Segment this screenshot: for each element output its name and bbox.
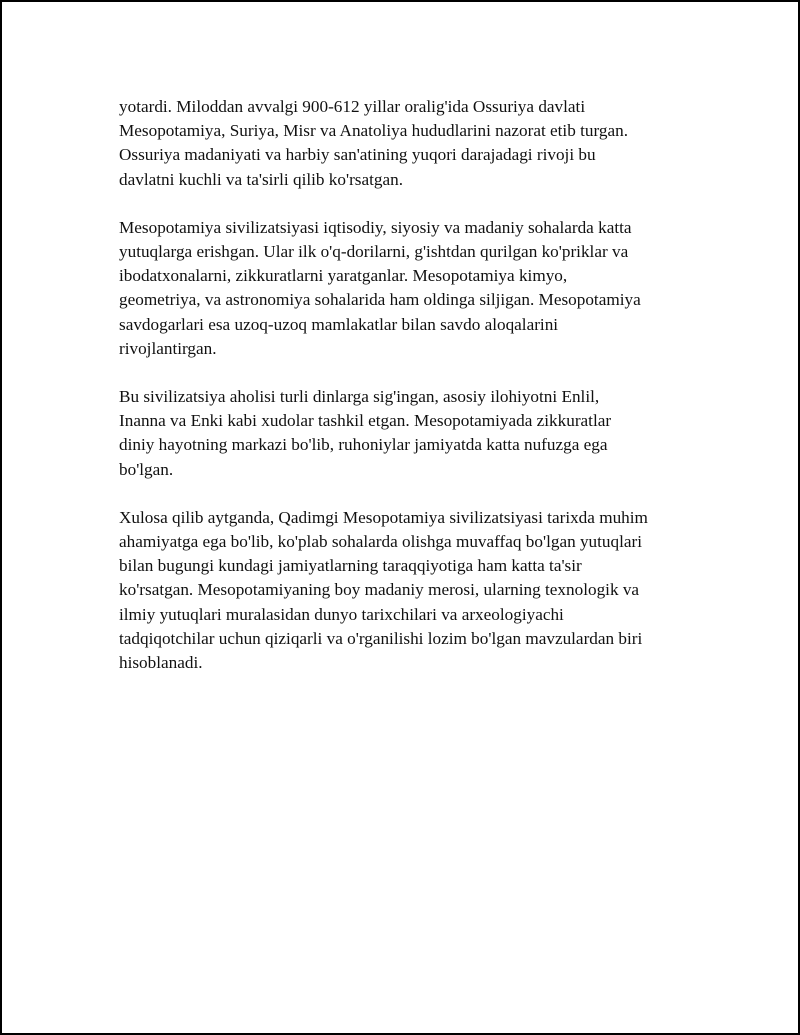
paragraph-assyria: yotardi. Miloddan avvalgi 900-612 yillar oralig'ida Ossuriya davlati Mesopotamiya, Suriya, Misr va Anatoliya hududlarini nazorat etib turgan. Ossuriya madaniyati va harbiy san'atining yuqori darajadagi rivoji bu davlatni kuchli va ta'sirli qilib ko'rsatgan. bbox=[119, 97, 628, 189]
paragraph-religion: Bu sivilizatsiya aholisi turli dinlarga sig'ingan, asosiy ilohiyotni Enlil, Inanna va Enki kabi xudolar tashkil etgan. Mesopotamiyada zikkuratlar diniy hayotning markazi bo'lib, ruhoniylar jamiyatda katta nufuzga ega bo'lgan. bbox=[119, 387, 612, 479]
document-body bbox=[119, 95, 699, 699]
paragraph-conclusion: Xulosa qilib aytganda, Qadimgi Mesopotamiya sivilizatsiyasi tarixda muhim ahamiyatga ega bo'lib, ko'plab sohalarda olishga muvaffaq bo'lgan yutuqlari bilan bugungi kundagi jamiyatlarning taraqqiyotiga ham katta ta'sir ko'rsatgan. Mesopotamiyaning boy madaniy merosi, ularning texnologik va ilmiy yutuqlari muralasidan dunyo tarixchilari va arxeologiyachi tadqiqotchilar uchun qiziqarli va o'rganilishi lozim bo'lgan mavzulardan biri hisoblanadi. bbox=[119, 507, 648, 673]
paragraph-achievements: Mesopotamiya sivilizatsiyasi iqtisodiy, siyosiy va madaniy sohalarda katta yutuqlarga erishgan. Ular ilk o'q-dorilarni, g'ishtdan qurilgan ko'priklar va ibodatxonalarni, zikkuratlarni yaratganlar. Mesopotamiya kimyo, geometriya, va astronomiya sohalarida ham oldinga siljigan. Mesopotamiya savdogarlari esa uzoq-uzoq mamlakatlar bilan savdo aloqalarini rivojlantirgan. bbox=[119, 217, 641, 358]
